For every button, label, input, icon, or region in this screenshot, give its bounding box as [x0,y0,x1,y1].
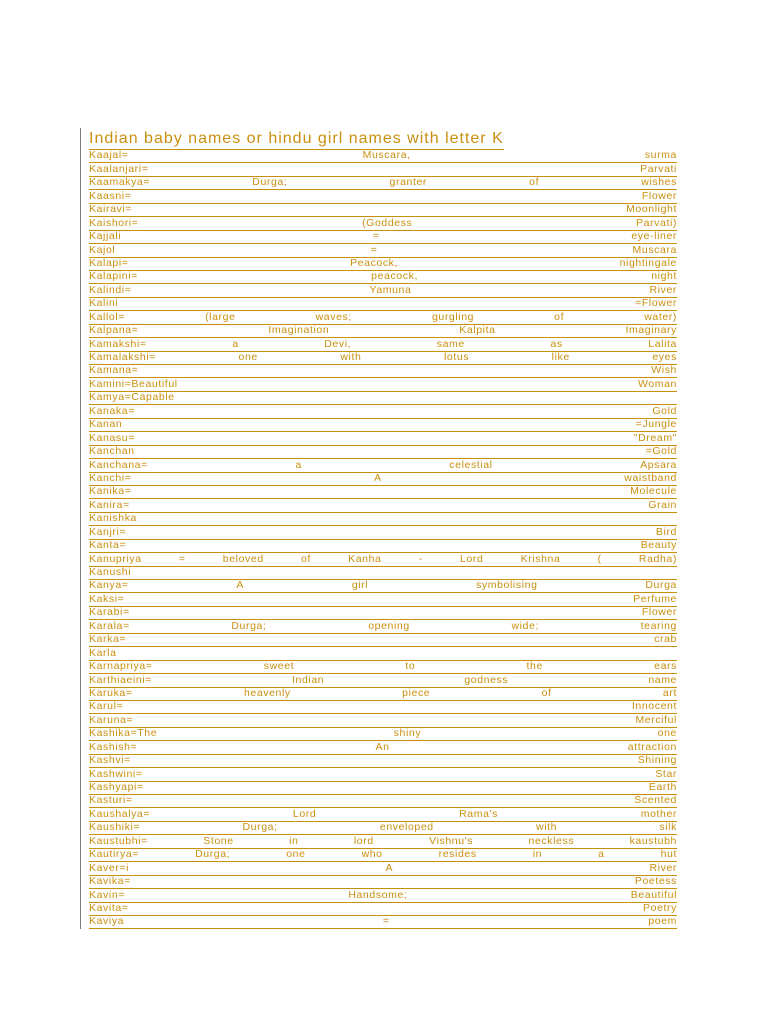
row-word: girl [351,580,369,592]
row-word: shiny [393,727,422,740]
row-word: crab [654,633,677,646]
name-row [89,808,677,821]
row-word: Kashika=The [89,727,158,740]
name-row [89,432,677,445]
row-word: Durga; [242,821,278,834]
row-word: celestial [449,459,493,471]
name-row [89,231,677,244]
row-word: Kamalakshi= [89,351,157,363]
name-row [89,580,677,593]
row-word: = [178,553,186,565]
row-word: godness [464,674,509,686]
row-word: Beautiful [630,889,677,901]
row-word: Kairavi= [89,203,133,216]
name-row [89,244,677,257]
row-word: Imagination [268,324,330,337]
row-word: Karuka= [89,687,133,699]
row-word: Stone [203,835,234,847]
row-word: Molecule [630,485,677,498]
row-word: Earth [648,781,677,793]
row-word: Kanaka= [89,405,135,417]
row-word: Poetry [643,902,677,914]
row-word: Kashyapi= [89,781,144,793]
row-word: (large [205,311,236,323]
name-row [89,284,677,297]
row-word: Poetess [634,875,677,888]
row-word: Karul= [89,700,124,713]
name-row [89,768,677,781]
row-word: resides [438,848,477,861]
row-word: Kasturi= [89,795,133,807]
row-word: Wish [651,365,677,377]
row-word: the [526,660,543,673]
row-word: A [385,862,394,874]
row-word: Moonlight [626,203,677,216]
row-word: of [554,311,565,323]
row-word: Bird [655,526,677,538]
name-row [89,540,677,553]
row-word: who [361,848,383,861]
row-word: to [405,660,416,673]
row-word: Karuna= [89,714,134,726]
row-word: night [651,270,677,283]
row-word: Kaustubhi= [89,835,148,847]
row-word: tearing [640,620,677,632]
margin-rule [80,128,81,929]
row-word: Kavika= [89,875,131,888]
row-word: Kanchi= [89,472,132,484]
row-word: Kamakshi= [89,338,147,350]
row-word: Kamana= [89,365,139,377]
row-word: Kaasni= [89,190,132,202]
row-word: Flower [641,190,677,202]
row-word: Kanha [348,553,382,565]
row-word: Kalapi= [89,257,129,269]
row-word: Kashwini= [89,768,143,780]
row-word: one [657,727,677,740]
row-word: poem [648,915,677,928]
name-row [89,620,677,633]
row-word: Devi, [324,338,352,350]
row-word: lotus [443,351,470,363]
row-word: surma [644,150,677,162]
row-word: Innocent [631,700,677,713]
row-word: with [340,351,362,363]
row-word: Parvati [640,163,677,175]
row-word: Kanta= [89,539,127,552]
row-word: of [541,687,552,699]
name-row [89,150,677,163]
row-word: with [536,821,558,834]
name-row [89,163,677,176]
name-row [89,849,677,862]
row-word: Kaishori= [89,217,139,229]
row-word: Kanishka [89,512,137,525]
row-word: Vishnu's [429,835,474,847]
row-word: Durga [645,580,677,592]
row-word: granter [389,176,428,189]
row-word: wide; [511,620,539,632]
row-word: Kanushi [89,566,132,578]
row-word: Perfume [633,593,677,605]
name-row [89,298,677,311]
row-word: gurgling [431,311,475,323]
row-word: in [532,848,543,861]
row-word: Krishna [520,553,561,565]
row-word: Shining [637,754,677,767]
name-row [89,499,677,512]
row-word: Kanasu= [89,432,135,444]
name-row [89,419,677,432]
name-row [89,405,677,418]
name-row [89,567,677,580]
row-word: Gold [652,405,677,417]
row-word: River [649,862,677,874]
row-word: Merciful [635,714,677,726]
name-row [89,876,677,889]
name-row [89,607,677,620]
row-word: Kanchana= [89,459,148,471]
row-word: Kamini=Beautiful [89,378,178,390]
name-row [89,271,677,284]
name-row [89,701,677,714]
name-row [89,217,677,230]
name-row [89,688,677,701]
name-row [89,338,677,351]
name-row [89,674,677,687]
row-word: one [286,848,306,861]
row-word: Kalini [89,297,119,310]
row-word: a [232,338,239,350]
row-word: Kaushalya= [89,808,151,820]
row-word: Durga; [195,848,231,861]
row-word: Grain [648,499,677,511]
row-word: attraction [627,741,677,753]
row-word: Kallol= [89,311,126,323]
row-word: = [370,244,378,256]
row-word: Kanupriya [89,553,142,565]
row-word: Muscara [632,244,677,256]
row-word: Durga; [231,620,267,632]
name-row [89,755,677,768]
row-word: ears [654,660,677,673]
row-word: =Flower [635,297,677,310]
name-row [89,795,677,808]
row-word: Karka= [89,633,127,646]
row-word: waistband [624,472,677,484]
row-word: An [375,741,390,753]
row-word: lord [353,835,374,847]
row-word: Peacock, [350,257,399,269]
row-word: Kalpita [459,324,496,337]
row-word: Lalita [648,338,677,350]
row-word: Karla [89,647,117,659]
row-word: Kamya=Capable [89,391,175,404]
row-word: Indian [292,674,325,686]
row-word: Parvati) [636,217,677,229]
row-word: Kalpana= [89,324,139,337]
row-word: Radha) [638,553,677,565]
row-word: beloved [222,553,264,565]
document [89,128,677,929]
name-row [89,365,677,378]
row-word: ( [597,553,602,565]
row-word: Kavita= [89,902,129,914]
row-word: Kalindi= [89,284,132,296]
row-word: Kavin= [89,889,125,901]
row-word: kaustubh [629,835,677,847]
row-word: Kaalanjari= [89,163,149,175]
row-word: Kanya= [89,580,129,592]
row-word: opening [368,620,410,632]
row-word: waves; [315,311,352,323]
name-row [89,378,677,391]
name-row [89,204,677,217]
name-row [89,473,677,486]
row-word: River [649,284,677,296]
row-word: Kaviya [89,915,125,928]
row-word: (Goddess [362,217,413,229]
row-word: symbolising [476,580,538,592]
name-row [89,822,677,835]
row-word: eyes [652,351,677,363]
row-word: one [238,351,258,363]
row-word: Kashish= [89,741,138,753]
name-row [89,862,677,875]
row-word: in [289,835,299,847]
name-row [89,258,677,271]
name-row [89,634,677,647]
row-word: Lord [292,808,317,820]
name-row [89,526,677,539]
row-word: Kaamakya= [89,176,151,189]
name-row [89,714,677,727]
row-word: Kaajal= [89,150,129,162]
name-row [89,352,677,365]
row-word: Kajjali [89,230,122,243]
row-word: Yamuna [369,284,412,296]
row-word: Scented [634,795,677,807]
row-word: like [551,351,570,363]
row-word: Karala= [89,620,130,632]
row-word: Woman [638,378,677,390]
row-word: Kajol [89,244,116,256]
row-word: Kalapini= [89,270,138,283]
row-word: of [529,176,540,189]
page-title: Indian baby names or hindu girl names with letter K [89,128,504,150]
name-row [89,486,677,499]
row-word: Imaginary [625,324,677,337]
name-row [89,311,677,324]
row-word: a [598,848,605,861]
name-row [89,459,677,472]
row-word: Kanika= [89,485,132,498]
name-row [89,889,677,902]
row-word: Star [655,768,677,780]
name-row [89,177,677,190]
row-word: Muscara, [362,150,411,162]
row-word: Kaushiki= [89,821,141,834]
name-row [89,903,677,916]
row-word: mother [640,808,677,820]
name-row [89,446,677,459]
row-word: piece [402,687,431,699]
row-word: Apsara [640,459,677,471]
name-row [89,553,677,566]
row-word: Kautirya= [89,848,140,861]
row-word: neckless [528,835,575,847]
row-word: A [374,472,382,484]
row-word: Rama's [459,808,498,820]
name-row [89,741,677,754]
row-word: peacock, [371,270,418,283]
row-word: Kashvi= [89,754,131,767]
name-list [89,150,677,929]
row-word: sweet [263,660,295,673]
row-word: as [550,338,563,350]
row-word: Durga; [252,176,288,189]
row-word: Handsome; [348,889,408,901]
row-word: Kanan [89,418,123,431]
row-word: Kaksi= [89,593,125,605]
row-word: = [382,915,390,928]
row-word: water) [644,311,677,323]
row-word: name [648,674,677,686]
name-row [89,916,677,929]
name-row [89,661,677,674]
row-word: silk [659,821,677,834]
row-word: a [295,459,302,471]
name-row [89,782,677,795]
name-row [89,392,677,405]
row-word: of [300,553,311,565]
name-row [89,835,677,848]
row-word: "Dream" [633,432,677,444]
row-word: Kanjri= [89,526,127,538]
row-word: Karabi= [89,606,130,619]
row-word: Beauty [640,539,677,552]
row-word: =Gold [645,445,677,458]
row-word: Lord [459,553,484,565]
row-word: wishes [641,176,677,189]
row-word: A [236,580,244,592]
name-row [89,728,677,741]
row-word: hut [660,848,677,861]
row-word: nightingale [619,257,677,269]
row-word: heavenly [243,687,291,699]
row-word: art [662,687,677,699]
name-row [89,647,677,660]
name-row [89,190,677,203]
row-word: - [418,553,423,565]
row-word: eye-liner [631,230,677,243]
row-word: Kaver=i [89,862,130,874]
row-word: Kanira= [89,499,130,511]
row-word: Flower [641,606,677,619]
row-word: = [372,230,380,243]
row-word: Karnapriya= [89,660,153,673]
row-word: Karthiaeini= [89,674,152,686]
row-word: enveloped [379,821,434,834]
name-row [89,513,677,526]
name-row [89,593,677,606]
name-row [89,325,677,338]
row-word: Kanchan [89,445,135,458]
row-word: same [436,338,465,350]
row-word: =Jungle [635,418,677,431]
